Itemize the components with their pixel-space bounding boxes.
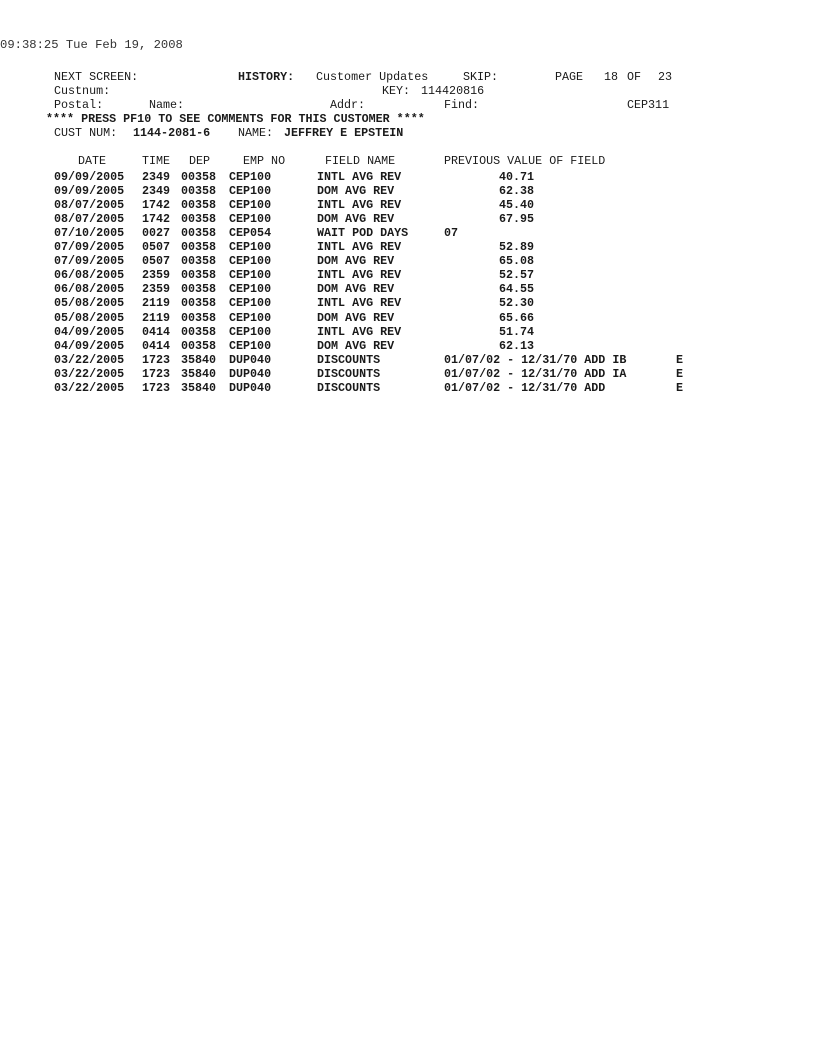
cell-time: 0414 <box>142 338 171 353</box>
cell-previous-value: 51.74 <box>499 324 535 339</box>
cell-date: 06/08/2005 <box>54 268 125 283</box>
history-label: HISTORY: <box>238 70 295 84</box>
cell-field-name: INTL AVG REV <box>317 240 402 255</box>
cell-dep: 00358 <box>181 310 217 325</box>
cust-num-label: CUST NUM: <box>54 126 118 140</box>
cust-num-value: 1144-2081-6 <box>133 126 211 140</box>
cell-field-name: DOM AVG REV <box>317 310 395 325</box>
pf10-notice: **** PRESS PF10 TO SEE COMMENTS FOR THIS CUSTOMER **** <box>46 112 425 126</box>
cell-time: 2359 <box>142 268 171 283</box>
cell-time: 1723 <box>142 352 171 367</box>
cell-date: 09/09/2005 <box>54 170 125 184</box>
col-header-time: TIME <box>142 154 171 168</box>
cell-field-name: WAIT POD DAYS <box>317 226 409 241</box>
cell-field-name: DOM AVG REV <box>317 254 395 269</box>
cell-date: 05/08/2005 <box>54 310 125 325</box>
cell-field-name: INTL AVG REV <box>317 170 402 184</box>
cell-previous-value: 64.55 <box>499 282 535 297</box>
cell-dep: 00358 <box>181 170 217 184</box>
cell-emp-no: CEP100 <box>229 324 272 339</box>
cell-date: 08/07/2005 <box>54 198 125 213</box>
cell-previous-value: 07 <box>444 226 459 241</box>
cell-emp-no: CEP100 <box>229 184 272 199</box>
cell-dep: 35840 <box>181 366 217 381</box>
cell-field-name: DISCOUNTS <box>317 352 381 367</box>
print-timestamp: 09:38:25 Tue Feb 19, 2008 <box>0 38 183 52</box>
cell-emp-no: CEP100 <box>229 338 272 353</box>
cell-previous-value: 45.40 <box>499 198 535 213</box>
cell-previous-value: 01/07/02 - 12/31/70 ADD <box>444 380 606 395</box>
cell-date: 04/09/2005 <box>54 338 125 353</box>
cell-time: 2119 <box>142 296 171 311</box>
cell-time: 2349 <box>142 184 171 199</box>
cell-date: 07/09/2005 <box>54 254 125 269</box>
col-header-field-name: FIELD NAME <box>325 154 396 168</box>
cell-date: 08/07/2005 <box>54 212 125 227</box>
cell-dep: 00358 <box>181 296 217 311</box>
cell-date: 03/22/2005 <box>54 352 125 367</box>
col-header-date: DATE <box>78 154 107 168</box>
cell-dep: 00358 <box>181 254 217 269</box>
col-header-empno: EMP NO <box>243 154 286 168</box>
cell-time: 2119 <box>142 310 171 325</box>
cell-time: 1742 <box>142 198 171 213</box>
page-of-label: OF <box>627 70 642 84</box>
cell-dep: 00358 <box>181 268 217 283</box>
cell-emp-no: CEP100 <box>229 240 272 255</box>
cell-dep: 00358 <box>181 282 217 297</box>
cell-flag: E <box>676 380 684 395</box>
cell-emp-no: DUP040 <box>229 380 272 395</box>
cell-field-name: DOM AVG REV <box>317 338 395 353</box>
cell-emp-no: CEP100 <box>229 296 272 311</box>
customer-name-label: NAME: <box>238 126 274 140</box>
custnum-label: Custnum: <box>54 84 111 98</box>
cell-emp-no: CEP054 <box>229 226 272 241</box>
cell-dep: 00358 <box>181 240 217 255</box>
cell-dep: 35840 <box>181 380 217 395</box>
cell-emp-no: CEP100 <box>229 254 272 269</box>
col-header-dep: DEP <box>189 154 211 168</box>
cell-time: 2349 <box>142 170 171 184</box>
cell-time: 1723 <box>142 366 171 381</box>
screen-id: CEP311 <box>627 98 670 112</box>
cell-field-name: DOM AVG REV <box>317 212 395 227</box>
cell-emp-no: DUP040 <box>229 366 272 381</box>
skip-label: SKIP: <box>463 70 499 84</box>
cell-date: 07/10/2005 <box>54 226 125 241</box>
cell-date: 03/22/2005 <box>54 380 125 395</box>
cell-previous-value: 67.95 <box>499 212 535 227</box>
cell-dep: 00358 <box>181 226 217 241</box>
find-label: Find: <box>444 98 480 112</box>
cell-emp-no: CEP100 <box>229 282 272 297</box>
next-screen-label: NEXT SCREEN: <box>54 70 139 84</box>
cell-dep: 00358 <box>181 338 217 353</box>
cell-time: 0507 <box>142 254 171 269</box>
cell-emp-no: CEP100 <box>229 268 272 283</box>
cell-field-name: DISCOUNTS <box>317 380 381 395</box>
page-label: PAGE <box>555 70 584 84</box>
cell-dep: 00358 <box>181 184 217 199</box>
cell-previous-value: 52.89 <box>499 240 535 255</box>
page-total: 23 <box>658 70 673 84</box>
history-value: Customer Updates <box>316 70 429 84</box>
cell-dep: 00358 <box>181 198 217 213</box>
cell-time: 0414 <box>142 324 171 339</box>
cell-field-name: DOM AVG REV <box>317 184 395 199</box>
cell-field-name: INTL AVG REV <box>317 268 402 283</box>
cell-dep: 00358 <box>181 212 217 227</box>
cell-previous-value: 65.66 <box>499 310 535 325</box>
addr-label: Addr: <box>330 98 366 112</box>
cell-emp-no: CEP100 <box>229 212 272 227</box>
name-label: Name: <box>149 98 185 112</box>
cell-field-name: INTL AVG REV <box>317 296 402 311</box>
cell-previous-value: 40.71 <box>499 170 535 184</box>
cell-date: 05/08/2005 <box>54 296 125 311</box>
cell-emp-no: CEP100 <box>229 198 272 213</box>
cell-date: 06/08/2005 <box>54 282 125 297</box>
page-current: 18 <box>604 70 619 84</box>
cell-dep: 00358 <box>181 324 217 339</box>
cell-field-name: DOM AVG REV <box>317 282 395 297</box>
cell-previous-value: 65.08 <box>499 254 535 269</box>
cell-time: 1742 <box>142 212 171 227</box>
cell-time: 0507 <box>142 240 171 255</box>
cell-previous-value: 52.57 <box>499 268 535 283</box>
cell-emp-no: CEP100 <box>229 310 272 325</box>
cell-time: 2359 <box>142 282 171 297</box>
key-label: KEY: <box>382 84 411 98</box>
cell-date: 09/09/2005 <box>54 184 125 199</box>
cell-flag: E <box>676 352 684 367</box>
cell-field-name: INTL AVG REV <box>317 198 402 213</box>
cell-previous-value: 52.30 <box>499 296 535 311</box>
cell-previous-value: 01/07/02 - 12/31/70 ADD IB <box>444 352 627 367</box>
col-header-previous-value: PREVIOUS VALUE OF FIELD <box>444 154 606 168</box>
cell-time: 0027 <box>142 226 171 241</box>
cell-previous-value: 62.38 <box>499 184 535 199</box>
customer-name-value: JEFFREY E EPSTEIN <box>284 126 404 140</box>
cell-previous-value: 62.13 <box>499 338 535 353</box>
cell-date: 03/22/2005 <box>54 366 125 381</box>
cell-dep: 35840 <box>181 352 217 367</box>
cell-flag: E <box>676 366 684 381</box>
cell-emp-no: CEP100 <box>229 170 272 184</box>
cell-time: 1723 <box>142 380 171 395</box>
cell-previous-value: 01/07/02 - 12/31/70 ADD IA <box>444 366 627 381</box>
cell-date: 04/09/2005 <box>54 324 125 339</box>
postal-label: Postal: <box>54 98 104 112</box>
key-value: 114420816 <box>421 84 485 98</box>
cell-emp-no: DUP040 <box>229 352 272 367</box>
cell-field-name: INTL AVG REV <box>317 324 402 339</box>
cell-date: 07/09/2005 <box>54 240 125 255</box>
cell-field-name: DISCOUNTS <box>317 366 381 381</box>
